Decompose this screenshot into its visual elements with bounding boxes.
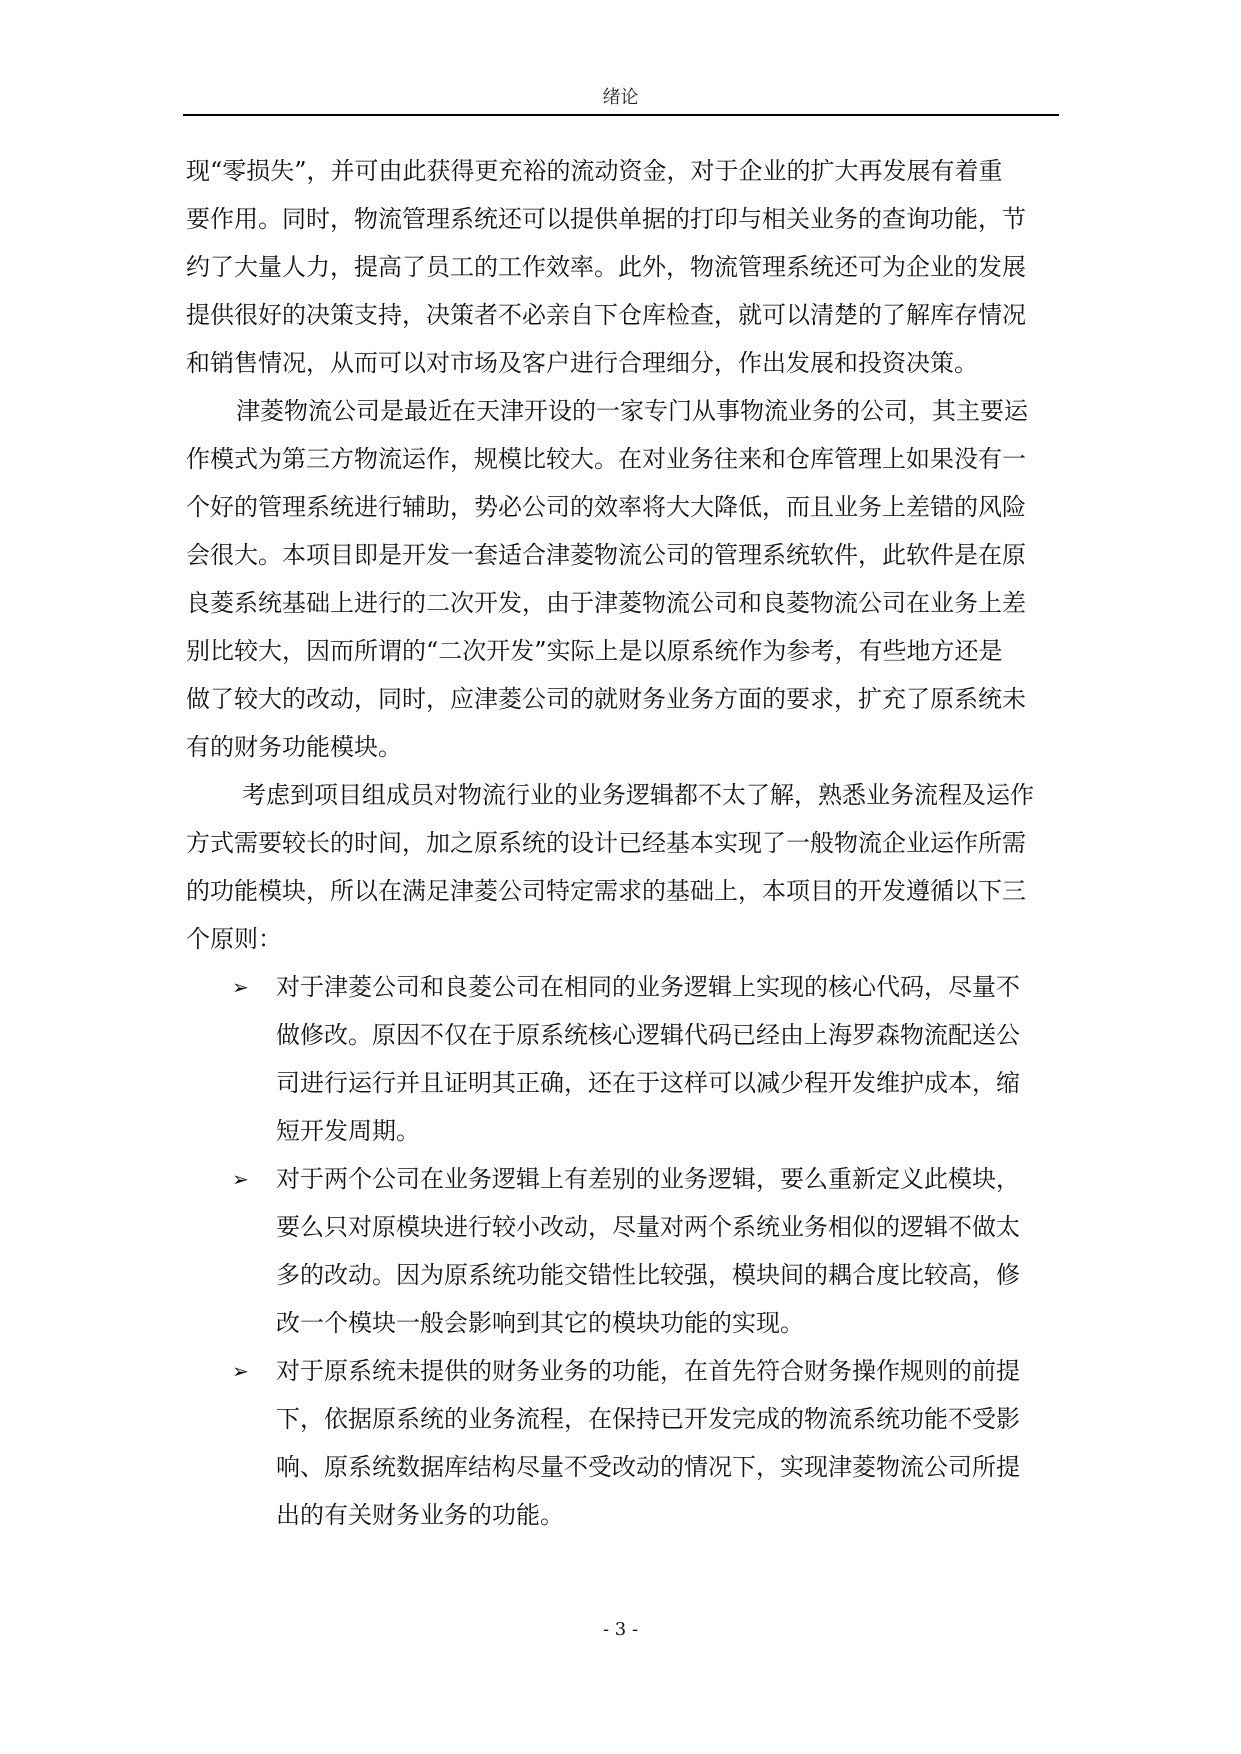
bullet-line: 对于两个公司在业务逻辑上有差别的业务逻辑，要么重新定义此模块，: [276, 1165, 1020, 1193]
paragraph-line: 津菱物流公司是最近在天津开设的一家专门从事物流业务的公司，其主要运: [236, 397, 1028, 425]
bullet-item-2: [186, 1155, 1058, 1347]
paragraph-line: 考虑到项目组成员对物流行业的业务逻辑都不太了解，熟悉业务流程及运作: [242, 781, 1034, 809]
arrow-bullet-icon: ➢: [232, 1359, 249, 1383]
bullet-line: 要么只对原模块进行较小改动，尽量对两个系统业务相似的逻辑不做太: [276, 1213, 1020, 1241]
paragraph-1: [186, 147, 1058, 387]
bullet-line: 对于津菱公司和良菱公司在相同的业务逻辑上实现的核心代码，尽量不: [276, 973, 1020, 1001]
paragraph-line: 要作用。同时，物流管理系统还可以提供单据的打印与相关业务的查询功能，节: [186, 205, 1026, 233]
document-body: [186, 147, 1058, 1539]
paragraph-line: 个原则：: [186, 925, 282, 953]
paragraph-line: 有的财务功能模块。: [186, 733, 402, 761]
paragraph-line: 和销售情况，从而可以对市场及客户进行合理细分，作出发展和投资决策。: [186, 349, 978, 377]
paragraph-line: 做了较大的改动，同时，应津菱公司的就财务业务方面的要求，扩充了原系统未: [186, 685, 1026, 713]
bullet-line: 对于原系统未提供的财务业务的功能，在首先符合财务操作规则的前提: [276, 1357, 1020, 1385]
bullet-line: 司进行运行并且证明其正确，还在于这样可以减少程开发维护成本，缩: [276, 1069, 1020, 1097]
running-header-title: 绪论: [602, 87, 639, 108]
bullet-line: 做修改。原因不仅在于原系统核心逻辑代码已经由上海罗森物流配送公: [276, 1021, 1020, 1049]
arrow-bullet-icon: ➢: [232, 1167, 249, 1191]
bullet-line: 下，依据原系统的业务流程，在保持已开发完成的物流系统功能不受影: [276, 1405, 1020, 1433]
bullet-line: 多的改动。因为原系统功能交错性比较强，模块间的耦合度比较高，修: [276, 1261, 1020, 1289]
paragraph-line: 提供很好的决策支持，决策者不必亲自下仓库检查，就可以清楚的了解库存情况: [186, 301, 1026, 329]
bullet-item-3: [186, 1347, 1058, 1539]
paragraph-line: 的功能模块，所以在满足津菱公司特定需求的基础上，本项目的开发遵循以下三: [186, 877, 1026, 905]
bullet-line: 短开发周期。: [276, 1117, 420, 1145]
paragraph-line: 现“零损失”，并可由此获得更充裕的流动资金，对于企业的扩大再发展有着重: [186, 157, 1003, 185]
page-number: - 3 -: [602, 1619, 639, 1640]
paragraph-line: 作模式为第三方物流运作，规模比较大。在对业务往来和仓库管理上如果没有一: [186, 445, 1026, 473]
bullet-line: 出的有关财务业务的功能。: [276, 1501, 564, 1529]
paragraph-line: 个好的管理系统进行辅助，势必公司的效率将大大降低，而且业务上差错的风险: [186, 493, 1026, 521]
header-divider: [183, 114, 1059, 116]
paragraph-line: 约了大量人力，提高了员工的工作效率。此外，物流管理系统还可为企业的发展: [186, 253, 1026, 281]
arrow-bullet-icon: ➢: [232, 975, 249, 999]
paragraph-line: 别比较大，因而所谓的“二次开发”实际上是以原系统作为参考，有些地方还是: [186, 637, 1003, 665]
paragraph-2: [186, 387, 1058, 771]
bullet-line: 响、原系统数据库结构尽量不受改动的情况下，实现津菱物流公司所提: [276, 1453, 1020, 1481]
bullet-item-1: [186, 963, 1058, 1155]
bullet-line: 改一个模块一般会影响到其它的模块功能的实现。: [276, 1309, 804, 1337]
paragraph-line: 良菱系统基础上进行的二次开发，由于津菱物流公司和良菱物流公司在业务上差: [186, 589, 1026, 617]
paragraph-line: 方式需要较长的时间，加之原系统的设计已经基本实现了一般物流企业运作所需: [186, 829, 1026, 857]
paragraph-3: [186, 771, 1058, 963]
paragraph-line: 会很大。本项目即是开发一套适合津菱物流公司的管理系统软件，此软件是在原: [186, 541, 1026, 569]
